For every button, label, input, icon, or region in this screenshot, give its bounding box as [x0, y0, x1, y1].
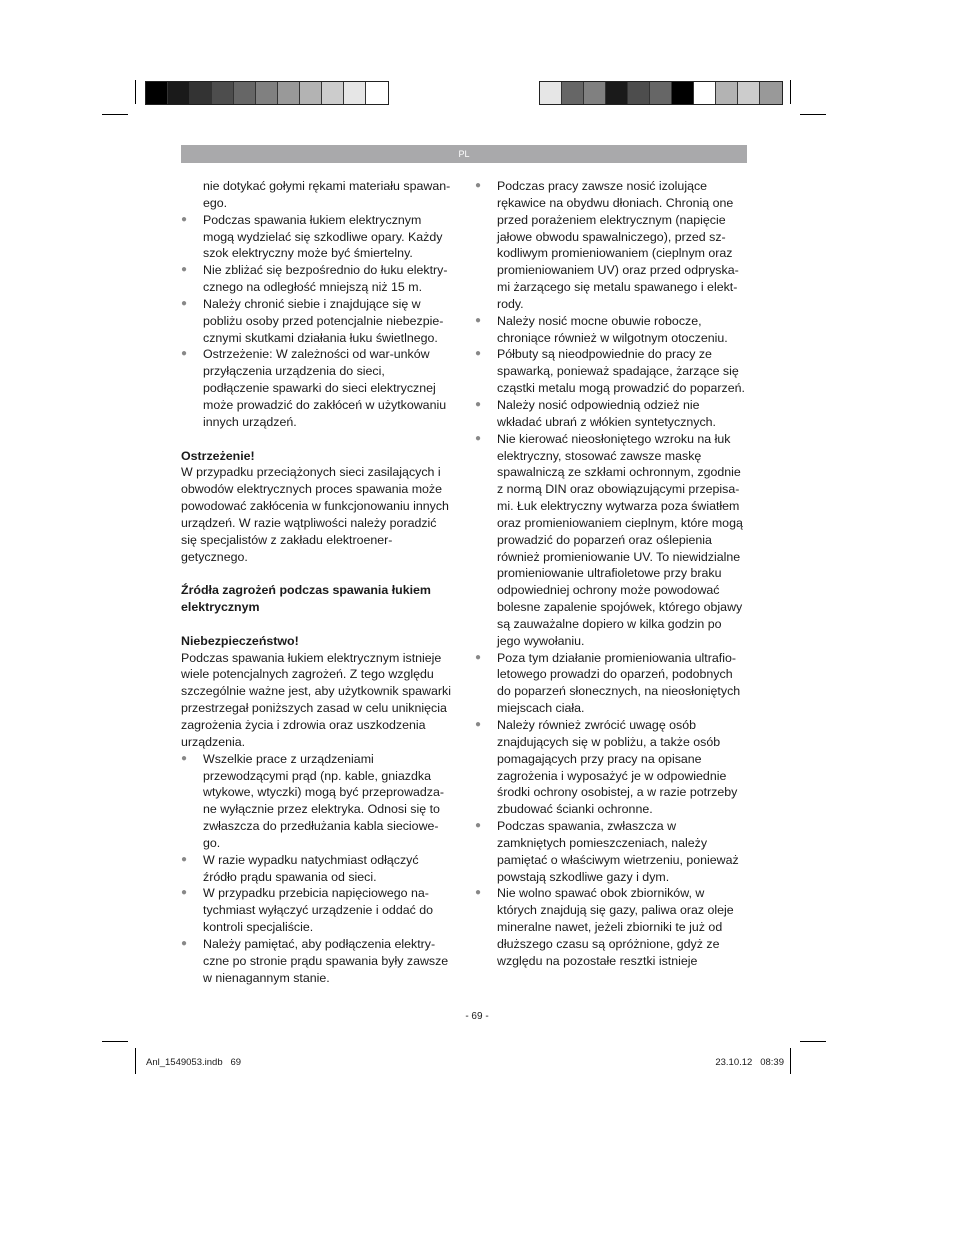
list-item — [181, 212, 451, 263]
list-item — [475, 650, 745, 717]
color-swatch — [738, 82, 760, 104]
crop-mark — [135, 80, 136, 104]
list-item — [181, 852, 451, 886]
list-item-text: W przypadku przebicia napięciowego na-tychmiast wyłączyć urządzenie i oddać do kontroli specjaliście. — [203, 886, 434, 935]
bullet-icon: ● — [475, 314, 482, 326]
color-swatch — [716, 82, 738, 104]
color-swatch — [606, 82, 628, 104]
color-strip-right — [539, 81, 783, 105]
footer-file: Anl_1549053.indb 69 — [146, 1057, 242, 1068]
bullet-list — [475, 178, 745, 970]
color-swatch — [300, 82, 322, 104]
warning-text: W przypadku przeciążonych sieci zasilających i obwodów elektrycznych proces spawania może powodować zakłócenia w funkcjonowaniu innych urządzeń. W razie wątpliwości należy poradzić się specjalistów z zakładu elektroener-getycznego. — [181, 465, 449, 564]
list-item — [475, 717, 745, 818]
color-swatch — [540, 82, 562, 104]
color-swatch — [628, 82, 650, 104]
bullet-icon: ● — [181, 264, 188, 276]
bullet-icon: ● — [475, 180, 482, 191]
bullet-icon: ● — [181, 853, 188, 865]
crop-mark — [135, 1048, 136, 1074]
left-column — [181, 178, 451, 987]
language-header — [181, 145, 747, 163]
list-item-text: Podczas spawania, zwłaszcza w zamkniętych pomieszczeniach, należy pamiętać o właściwym wietrzeniu, ponieważ powstają szkodliwe gazy i dym. — [497, 819, 739, 884]
color-strip-left — [145, 81, 389, 105]
paragraph-continuation: nie dotykać gołymi rękami materiału spawan-ego. — [203, 179, 451, 210]
list-item — [181, 885, 451, 936]
bullet-icon: ● — [181, 297, 188, 309]
danger-text: Podczas spawania łukiem elektrycznym istnieje wiele potencjalnych zagrożeń. Z tego względu szczególnie ważne jest, aby użytkownik spawarki przestrzegał poniższych zasad w celu uniknięcia zagrożenia życia i zdrowia oraz uszkodzenia urządzenia. — [181, 650, 451, 749]
color-swatch — [256, 82, 278, 104]
list-item — [475, 818, 745, 885]
crop-mark — [790, 80, 791, 104]
list-item-text: Należy nosić mocne obuwie robocze, chroniące również w wilgotnym otoczeniu. — [497, 313, 728, 345]
list-item-text: Półbuty są nieodpowiednie do pracy ze spawarką, ponieważ spadające, żarzące się cząstki metalu mogą prowadzić do poparzeń. — [497, 347, 745, 396]
bullet-icon: ● — [475, 651, 482, 663]
bullet-icon: ● — [181, 752, 188, 764]
list-item — [181, 346, 451, 430]
bullet-icon: ● — [475, 887, 482, 899]
bullet-icon: ● — [475, 820, 482, 832]
list-item — [475, 346, 745, 397]
color-swatch — [584, 82, 606, 104]
list-item — [181, 262, 451, 296]
color-swatch — [760, 82, 782, 104]
list-item-text: Poza tym działanie promieniowania ultrafio-letowego prowadzi do oparzeń, podobnych do poparzeń słonecznych, na nieosłoniętych miejscach ciała. — [497, 650, 741, 716]
bullet-icon: ● — [181, 213, 188, 225]
list-item — [181, 751, 451, 852]
list-item-text: Ostrzeżenie: W zależności od war-unków przyłączenia urządzenia do sieci, podłączenie spawarki do sieci elektrycznej może prowadzić do zakłóceń w użytkowaniu innych urządzeń. — [203, 347, 447, 429]
color-swatch — [694, 82, 716, 104]
list-item-text: Należy również zwrócić uwagę osób znajdujących się w pobliżu, a także osób pomagających przy pracy na opisane zagrożenia i wyposażyć je w odpowiednie środki ochrony osobistej, a w razie potrzeby zbudować ścianki ochronne. — [497, 718, 738, 817]
list-item-text: Podczas pracy zawsze nosić izolujące rękawice na obydwu dłoniach. Chronią one przed porażeniem elektrycznym (napięcie jałowe obwodu spawalniczego), przed sz-kodliwym promieniowaniem (cieplnym oraz promieniowaniem UV) oraz przed odpryska-mi żarzącego się metalu spawanego i elekt-rody. — [497, 179, 739, 311]
color-swatch — [344, 82, 366, 104]
list-item-text: Należy pamiętać, aby podłączenia elektry-czne po stronie prądu spawania były zawsze w nienagannym stanie. — [203, 936, 449, 985]
language-code: PL — [458, 149, 470, 159]
bullet-icon: ● — [181, 937, 188, 949]
warning-heading: Ostrzeżenie! — [181, 448, 255, 463]
list-item-text: Nie zbliżać się bezpośrednio do łuku elektry-cznego na odległość mniejszą niż 15 m. — [203, 263, 448, 295]
color-swatch — [322, 82, 344, 104]
crop-mark — [790, 1048, 791, 1074]
list-item — [181, 296, 451, 347]
color-swatch — [212, 82, 234, 104]
danger-heading: Niebezpieczeństwo! — [181, 633, 299, 648]
list-item — [475, 431, 745, 650]
bullet-list — [181, 212, 451, 431]
list-item-text: Należy chronić siebie i znajdujące się w pobliżu osoby przed potencjalnie niebezpie-cznymi skutkami działania łuku świetlnego. — [203, 296, 444, 345]
list-item-text: Nie kierować nieosłoniętego wzroku na łuk elektryczny, stosować zawsze maskę spawalniczą ze szkłami ochronnym, zgodnie z normą DIN oraz obowiązującymi przepisa-mi. Łuk elektryczny wytwarza poza światłem oraz promieniowaniem cieplnym, które mogą prowadzić do poparzeń oraz oślepienia również promieniowanie UV. To niewidzialne promieniowanie ultrafioletowe przy braku odpowiedniej ochrony może powodować bolesne zapalenie spojówek, którego objawy są zauważalne dopiero w kilka godzin po jego wywołaniu. — [497, 431, 743, 648]
color-swatch — [168, 82, 190, 104]
list-item-text: Należy nosić odpowiednią odzież nie wkładać ubrań z włókien syntetycznych. — [497, 397, 717, 429]
list-item-text: Nie wolno spawać obok zbiorników, w których znajdują się gazy, paliwa oraz oleje mineralne nawet, jeżeli zbiorniki te już od dłuższego czasu są opróżnione, gdyż ze względu na pozostałe resztki istnieje — [497, 886, 734, 968]
list-item-text: Podczas spawania łukiem elektrycznym mogą wydzielać się szkodliwe opary. Każdy szok elektryczny może być śmiertelny. — [203, 212, 443, 261]
right-column — [475, 178, 745, 970]
bullet-icon: ● — [475, 348, 482, 360]
bullet-icon: ● — [475, 398, 482, 410]
crop-mark — [800, 1041, 826, 1042]
bullet-icon: ● — [475, 719, 482, 730]
color-swatch — [672, 82, 694, 104]
list-item-text: Wszelkie prace z urządzeniami przewodzącymi prąd (np. kable, gniazdka wtykowe, wtyczki) mogą być przeprowadza-ne wyłącznie przez elektryka. Odnosi się to zwłaszcza do przedłużania kabla sieciowe-go. — [203, 751, 445, 850]
color-swatch — [234, 82, 256, 104]
list-item — [475, 885, 745, 969]
bullet-icon: ● — [181, 348, 188, 360]
list-item — [475, 178, 745, 313]
bullet-icon: ● — [181, 887, 188, 899]
crop-mark — [800, 114, 826, 115]
color-swatch — [366, 82, 388, 104]
color-swatch — [278, 82, 300, 104]
bullet-list — [181, 751, 451, 987]
color-swatch — [190, 82, 212, 104]
color-swatch — [562, 82, 584, 104]
bullet-icon: ● — [475, 432, 482, 444]
color-swatch — [650, 82, 672, 104]
list-item — [181, 936, 451, 987]
footer-date: 23.10.12 08:39 — [715, 1057, 784, 1068]
page-number: - 69 - — [465, 1011, 489, 1022]
crop-mark — [102, 1041, 128, 1042]
crop-mark — [102, 114, 128, 115]
section-heading: Źródła zagrożeń podczas spawania łukiem elektrycznym — [181, 583, 431, 615]
list-item — [475, 397, 745, 431]
list-item — [475, 313, 745, 347]
color-swatch — [146, 82, 168, 104]
list-item-text: W razie wypadku natychmiast odłączyć źródło prądu spawania od sieci. — [203, 852, 419, 884]
